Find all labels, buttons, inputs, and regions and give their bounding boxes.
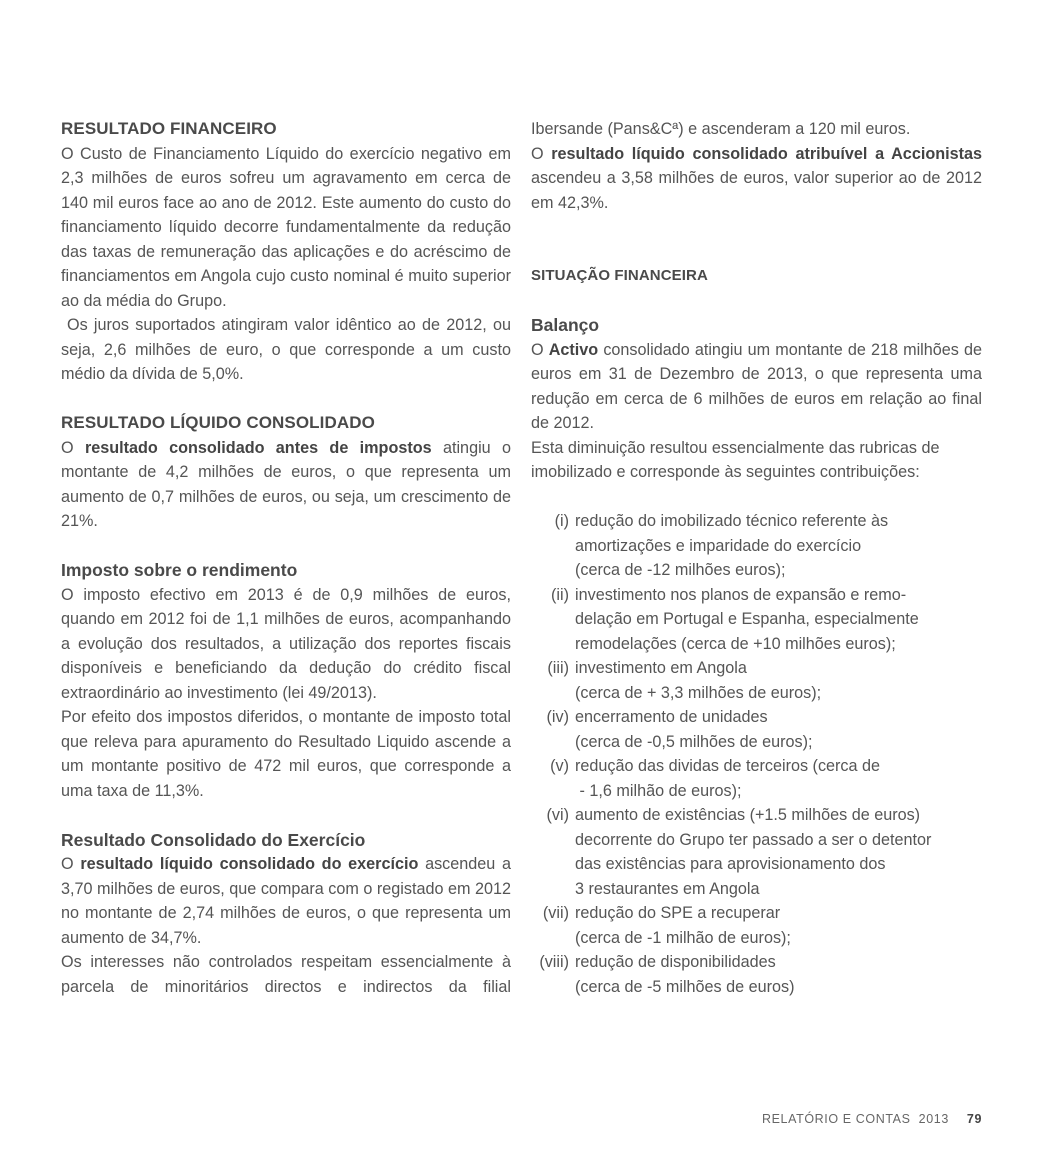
list-item-line: das existências para aprovisionamento dos: [575, 855, 886, 873]
section-title-resultado-liquido: RESULTADO LÍQUIDO CONSOLIDADO: [61, 413, 375, 432]
list-item-line: (cerca de -5 milhões de euros): [575, 977, 795, 996]
list-item: [531, 583, 982, 657]
list-item-number: (iii): [547, 659, 569, 677]
list-item-line: delação em Portugal e Espanha, especialmente: [575, 610, 919, 628]
list-item: [531, 705, 982, 754]
list-item-line: amortizações e imparidade do exercício: [575, 536, 862, 555]
list-item-text: [575, 803, 982, 901]
paragraph: Ibersande (Pans&Cª) e ascenderam a 120 mil euros.: [531, 120, 911, 138]
list-item-line: investimento em Angola: [575, 659, 747, 677]
list-item-line: redução do SPE a recuperar: [575, 904, 781, 922]
list-item-text: [575, 583, 982, 657]
page-footer: [762, 1112, 982, 1126]
page-number: 79: [966, 1112, 982, 1126]
list-item: [531, 901, 982, 950]
list-item-line: redução das dividas de terceiros (cerca de: [575, 757, 881, 775]
list-item-line: redução de disponibilidades: [575, 953, 776, 971]
list-item-number: (vii): [542, 904, 569, 922]
list-item-number: (vi): [546, 806, 569, 824]
subsection-title-imposto: Imposto sobre o rendimento: [61, 560, 298, 580]
list-item-number: (ii): [551, 585, 569, 604]
right-column: [531, 117, 982, 999]
list-item-text: [575, 901, 982, 950]
paragraph: Os juros suportados atingiram valor idêntico ao de 2012, ou seja, 2,6 milhões de euro, o que corresponde a um custo médio da dívida de 5,0%.: [61, 316, 511, 383]
list-item-line: (cerca de -1 milhão de euros);: [575, 928, 791, 947]
list-item-line: decorrente do Grupo ter passado a ser o detentor: [575, 830, 932, 849]
list-item-text: [575, 705, 982, 754]
paragraph: Os interesses não controlados respeitam essencialmente à parcela de minoritários directos e indirectos da filial: [61, 953, 511, 996]
paragraph: O resultado líquido consolidado do exercício ascendeu a 3,70 milhões de euros, que compara com o registado em 2012 no montante de 2,74 milhões de euros, o que representa um aumento de 34,7%.: [61, 855, 512, 947]
paragraph: O resultado consolidado antes de impostos atingiu o montante de 4,2 milhões de euros, o que representa um aumento de 0,7 milhões de euros, ou seja, um crescimento de 21%.: [61, 438, 512, 530]
list-item-number: (i): [554, 512, 569, 530]
list-item-line: (cerca de -12 milhões euros);: [575, 561, 786, 579]
left-column: [61, 117, 511, 999]
subsection-title-balanco: Balanço: [531, 315, 600, 335]
paragraph: O Activo consolidado atingiu um montante de 218 milhões de euros em 31 de Dezembro de 2013, o que representa uma redução em cerca de 6 milhões de euros em relação ao final de 2012.: [531, 340, 983, 432]
list-item: [531, 754, 982, 803]
subsection-title-resultado-exercicio: Resultado Consolidado do Exercício: [61, 829, 366, 850]
list-item-line: investimento nos planos de expansão e remo-: [575, 585, 907, 604]
paragraph: Esta diminuição resultou essencialmente das rubricas de imobilizado e corresponde às seguintes contribuições:: [531, 438, 940, 481]
paragraph: Por efeito dos impostos diferidos, o montante de imposto total que releva para apuramento do Resultado Liquido ascende a um montante positivo de 472 mil euros, que corresponde a uma taxa de 11,3%.: [61, 708, 511, 800]
list-item-text: [575, 509, 982, 583]
contributions-list: [531, 509, 982, 999]
paragraph: O imposto efectivo em 2013 é de 0,9 milhões de euros, quando em 2012 foi de 1,1 milhões de euros, acompanhando a evolução dos resultados, a utilização dos reportes fiscais disponíveis e beneficiando da dedução do crédito fiscal extraordinário ao investimento (lei 49/2013).: [61, 585, 511, 702]
list-item-line: 3 restaurantes em Angola: [575, 879, 760, 898]
list-item-text: [575, 754, 982, 803]
list-item-line: - 1,6 milhão de euros);: [575, 781, 742, 800]
list-item: [531, 656, 982, 705]
list-item: [531, 803, 982, 901]
list-item: [531, 509, 982, 583]
list-item-number: (v): [550, 757, 569, 775]
list-item-text: [575, 656, 982, 705]
list-item-line: (cerca de -0,5 milhões de euros);: [575, 732, 813, 751]
footer-label: RELATÓRIO E CONTAS 2013: [761, 1112, 949, 1126]
list-item-line: aumento de existências (+1.5 milhões de euros): [575, 806, 921, 824]
paragraph: O Custo de Financiamento Líquido do exercício negativo em 2,3 milhões de euros sofreu um agravamento em cerca de 140 mil euros face ao ano de 2012. Este aumento do custo do financiamento líquido decorre fundamentalmente da redução das taxas de remuneração das aplicações e do acréscimo de financiamentos em Angola cujo custo nominal é muito superior ao da média do Grupo.: [61, 144, 511, 310]
paragraph: O resultado líquido consolidado atribuível a Accionistas ascendeu a 3,58 milhões de euros, valor superior ao de 2012 em 42,3%.: [531, 144, 982, 212]
list-item-line: (cerca de + 3,3 milhões de euros);: [575, 683, 822, 702]
section-title-situacao-financeira: SITUAÇÃO FINANCEIRA: [531, 267, 708, 284]
list-item-line: encerramento de unidades: [575, 708, 768, 726]
list-item-number: (viii): [539, 953, 569, 971]
list-item-line: redução do imobilizado técnico referente às: [575, 512, 889, 530]
list-item-number: (iv): [546, 708, 569, 726]
section-title-resultado-financeiro: RESULTADO FINANCEIRO: [61, 119, 277, 138]
list-item-text: [575, 950, 982, 999]
list-item-line: remodelações (cerca de +10 milhões euros);: [575, 634, 896, 653]
list-item: [531, 950, 982, 999]
